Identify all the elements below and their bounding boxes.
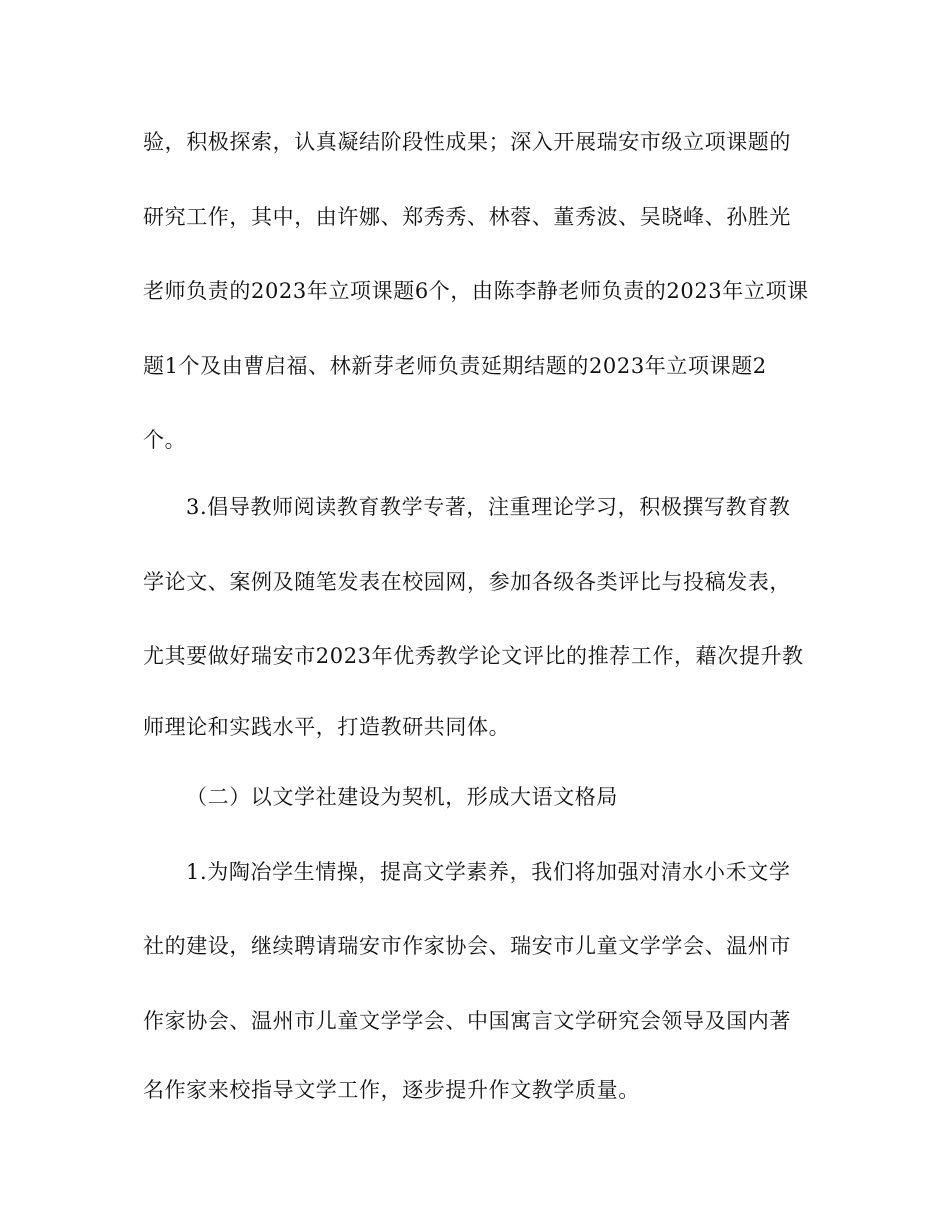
paragraph-line: 1.为陶冶学生情操，提高文学素养，我们将加强对清水小禾文学 xyxy=(186,860,791,884)
section-heading: （二）以文学社建设为契机，形成大语文格局 xyxy=(186,785,618,809)
paragraph-line: 师理论和实践水平，打造教研共同体。 xyxy=(143,715,511,739)
paragraph-line: 社的建设，继续聘请瑞安市作家协会、瑞安市儿童文学学会、温州市 xyxy=(143,934,791,958)
paragraph-line: 作家协会、温州市儿童文学学会、中国寓言文学研究会领导及国内著 xyxy=(143,1009,791,1033)
paragraph-line: 尤其要做好瑞安市2023年优秀教学论文评比的推荐工作，藉次提升教 xyxy=(143,644,804,668)
paragraph-line: 研究工作，其中，由许娜、郑秀秀、林蓉、董秀波、吴晓峰、孙胜光 xyxy=(143,205,791,229)
paragraph-line: 名作家来校指导文学工作，逐步提升作文教学质量。 xyxy=(143,1078,640,1102)
paragraph-line: 3.倡导教师阅读教育教学专著，注重理论学习，积极撰写教育教 xyxy=(186,495,791,519)
paragraph-line: 验，积极探索，认真凝结阶段性成果；深入开展瑞安市级立项课题的 xyxy=(143,130,791,154)
paragraph-line: 学论文、案例及随笔发表在校园网，参加各级各类评比与投稿发表， xyxy=(143,570,791,594)
paragraph-line: 个。 xyxy=(143,428,187,452)
paragraph-line: 老师负责的2023年立项课题6个，由陈李静老师负责的2023年立项课 xyxy=(143,279,809,303)
paragraph-line: 题1个及由曹启福、林新芽老师负责延期结题的2023年立项课题2 xyxy=(143,354,767,378)
